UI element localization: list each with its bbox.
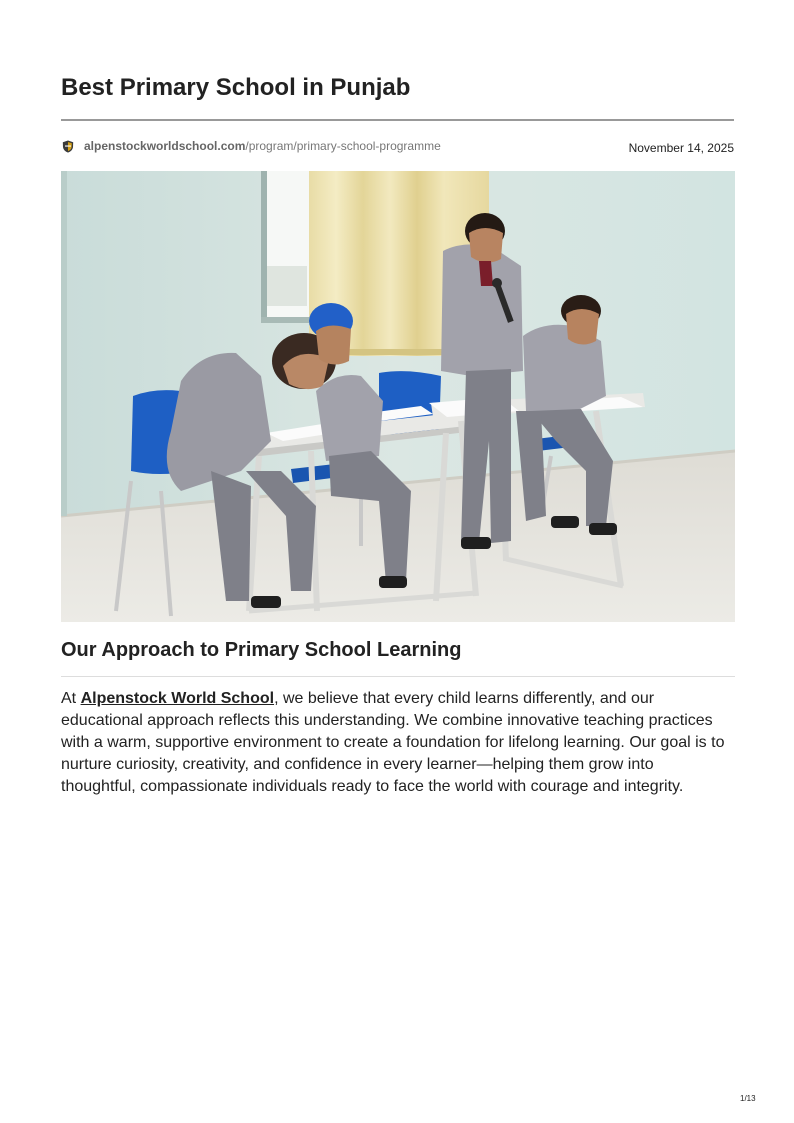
paragraph-line-1-rest: , we believe that every child learns differently, and our [274,690,655,707]
paragraph-line-3: with a warm, supportive environment to create a foundation for lifelong learning. Our goal is to [61,734,725,751]
source-domain: alpenstockworldschool.com [84,139,246,153]
shield-icon [62,140,74,153]
paragraph-prefix: At [61,690,81,707]
paragraph-line-4: nurture curiosity, creativity, and confidence in every learner—helping them grow into [61,756,654,773]
school-link[interactable]: Alpenstock World School [80,690,275,707]
title-divider [61,119,734,121]
page-title: Best Primary School in Punjab [61,74,411,101]
publish-date: November 14, 2025 [628,141,734,155]
paragraph-line-2: educational approach reflects this understanding. We combine innovative teaching practices [61,712,713,729]
hero-image [61,171,735,622]
paragraph-line-1 [61,688,737,710]
intro-paragraph [61,688,737,798]
paragraph-line-5: thoughtful, compassionate individuals ready to face the world with courage and integrity. [61,778,684,795]
source-path: /program/primary-school-programme [245,139,441,153]
section-divider [61,676,735,677]
section-heading: Our Approach to Primary School Learning [61,639,462,661]
page-number: 1/13 [740,1094,756,1103]
source-url[interactable] [62,138,441,154]
